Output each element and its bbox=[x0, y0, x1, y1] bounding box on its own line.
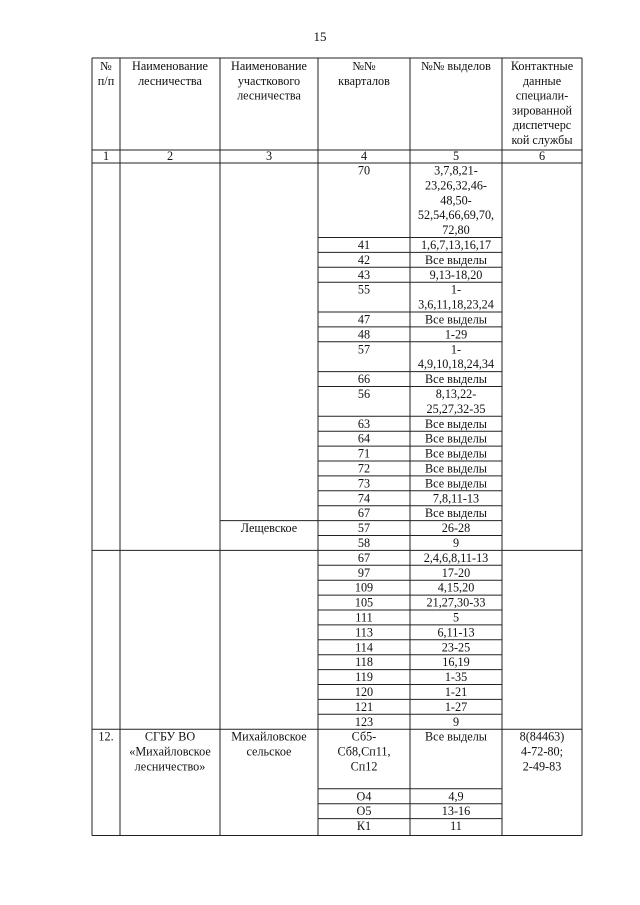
allotment-value: Все выделы bbox=[425, 372, 487, 387]
header-cell-text: №№ bbox=[352, 59, 376, 73]
quarter-number: 120 bbox=[354, 685, 374, 699]
allotment-value: 52,54,66,69,70, bbox=[417, 208, 495, 223]
column-number: 4 bbox=[360, 149, 368, 163]
allotment-value: 21,27,30-33 bbox=[426, 595, 486, 610]
quarter-number: 111 bbox=[355, 610, 373, 625]
allotment-value: 4,9,10,18,24,34 bbox=[417, 357, 495, 372]
quarter-number: 70 bbox=[357, 163, 371, 178]
quarter-number: 113 bbox=[355, 625, 373, 640]
quarter-number: Сб5- bbox=[351, 729, 377, 744]
district-name: Михайловское bbox=[231, 729, 307, 744]
quarter-number: 123 bbox=[354, 714, 374, 729]
allotment-value: Все выделы bbox=[425, 446, 487, 461]
quarter-number: 56 bbox=[357, 387, 371, 401]
allotment-value: 4,15,20 bbox=[437, 580, 475, 595]
allotment-value: 23-25 bbox=[441, 640, 471, 655]
quarter-number: 71 bbox=[357, 446, 371, 461]
forestry-name: лесничество» bbox=[134, 759, 206, 774]
allotment-value: Все выделы bbox=[425, 252, 487, 267]
allotment-value: 25,27,32-35 bbox=[426, 401, 486, 416]
district-name: Лещевское bbox=[240, 521, 298, 536]
quarter-number: 64 bbox=[357, 431, 371, 446]
column-number: 1 bbox=[102, 149, 110, 163]
contact-phone: 8(84463) bbox=[519, 729, 565, 744]
quarter-number: 43 bbox=[357, 267, 371, 282]
quarter-number: 119 bbox=[355, 670, 373, 685]
allotment-value: 11 bbox=[450, 819, 462, 834]
quarter-number: Сп12 bbox=[350, 759, 378, 774]
allotment-value: 3,6,11,18,23,24 bbox=[418, 297, 494, 312]
forestry-name: СГБУ ВО bbox=[144, 729, 196, 744]
allotment-value: 7,8,11-13 bbox=[432, 491, 480, 506]
allotment-value: 4,9 bbox=[448, 789, 464, 804]
entry-number: 12. bbox=[98, 729, 114, 744]
header-cell-text: лесничества bbox=[237, 88, 301, 103]
quarter-number: Сб8,Сп11, bbox=[337, 744, 391, 759]
quarter-number: 66 bbox=[357, 372, 371, 387]
quarter-number: 114 bbox=[355, 640, 373, 655]
quarter-number: 118 bbox=[355, 655, 373, 670]
allotment-value: 1-35 bbox=[444, 670, 468, 685]
quarter-number: 97 bbox=[357, 565, 371, 580]
allotment-value: 17-20 bbox=[441, 565, 471, 580]
header-cell-text: Наименование bbox=[132, 59, 208, 73]
allotment-value: Все выделы bbox=[425, 431, 487, 446]
allotment-value: 5 bbox=[452, 610, 460, 625]
allotment-value: Все выделы bbox=[425, 416, 487, 431]
quarter-number: 41 bbox=[357, 238, 371, 252]
allotment-value: 16,19 bbox=[442, 655, 470, 670]
allotment-value: 1-29 bbox=[444, 327, 468, 342]
quarter-number: О5 bbox=[356, 804, 372, 819]
column-number: 2 bbox=[166, 149, 174, 163]
quarter-number: 109 bbox=[354, 580, 374, 595]
quarter-number: 63 bbox=[357, 416, 371, 431]
column-number: 3 bbox=[265, 149, 273, 163]
header-cell-text: п/п bbox=[97, 73, 115, 88]
header-cell-text: лесничества bbox=[138, 73, 202, 88]
header-cell-text: №№ выделов bbox=[421, 59, 491, 73]
allotment-value: Все выделы bbox=[425, 461, 487, 476]
allotment-value: 23,26,32,46- bbox=[425, 178, 487, 193]
forestry-name: «Михайловское bbox=[129, 744, 211, 759]
district-name: сельское bbox=[246, 744, 292, 759]
quarter-number: 72 bbox=[357, 461, 371, 476]
header-cell-text: участкового bbox=[237, 73, 301, 88]
allotment-value: 9,13-18,20 bbox=[429, 267, 483, 282]
page-number: 15 bbox=[313, 29, 327, 44]
quarter-number: 74 bbox=[357, 491, 371, 506]
allotment-value: Все выделы bbox=[425, 312, 487, 327]
quarter-number: 55 bbox=[357, 282, 371, 297]
quarter-number: 57 bbox=[357, 342, 371, 357]
allotment-value: 1-27 bbox=[444, 699, 468, 714]
quarter-number: 57 bbox=[357, 521, 371, 536]
quarter-number: 47 bbox=[357, 312, 371, 327]
header-cell-text: № bbox=[100, 59, 112, 73]
header-cell-text: зированной bbox=[511, 103, 573, 118]
quarter-number: 58 bbox=[357, 536, 371, 550]
quarter-number: 105 bbox=[354, 595, 374, 610]
column-number: 6 bbox=[538, 149, 546, 163]
header-cell-text: специали- bbox=[515, 88, 569, 103]
header-cell-text: данные bbox=[522, 73, 562, 88]
allotment-value: 2,4,6,8,11-13 bbox=[423, 550, 489, 565]
allotment-value: 1- bbox=[450, 342, 462, 357]
allotment-value: 13-16 bbox=[441, 804, 471, 819]
allotment-value: 6,11-13 bbox=[437, 625, 475, 640]
quarter-number: 42 bbox=[357, 252, 371, 267]
header-cell-text: кварталов bbox=[338, 73, 390, 88]
quarter-number: 121 bbox=[354, 699, 374, 714]
allotment-value: Все выделы bbox=[425, 506, 487, 521]
quarter-number: 48 bbox=[357, 327, 371, 342]
allotment-value: 9 bbox=[452, 536, 460, 550]
header-cell-text: Наименование bbox=[231, 59, 307, 73]
allotment-value: 1-21 bbox=[444, 685, 468, 699]
allotment-value: 72,80 bbox=[442, 223, 470, 238]
allotment-value: Все выделы bbox=[425, 476, 487, 491]
allotment-value: 9 bbox=[452, 714, 460, 729]
contact-phone: 2-49-83 bbox=[522, 759, 562, 774]
quarter-number: О4 bbox=[356, 789, 372, 804]
allotment-value: 48,50- bbox=[440, 193, 472, 208]
contact-phone: 4-72-80; bbox=[521, 744, 563, 759]
quarter-number: 73 bbox=[357, 476, 371, 491]
quarter-number: К1 bbox=[356, 819, 372, 834]
allotment-value: 1,6,7,13,16,17 bbox=[420, 238, 492, 252]
allotment-value: 26-28 bbox=[441, 521, 471, 536]
header-cell-text: кой службы bbox=[511, 133, 573, 147]
allotment-value: 3,7,8,21- bbox=[434, 163, 478, 178]
header-cell-text: Контактные bbox=[510, 59, 574, 73]
allotment-value: 1- bbox=[450, 282, 462, 297]
allotment-value: Все выделы bbox=[425, 729, 487, 744]
quarter-number: 67 bbox=[357, 550, 371, 565]
column-number: 5 bbox=[452, 149, 460, 163]
header-cell-text: диспетчерс bbox=[512, 118, 572, 133]
allotment-value: 8,13,22- bbox=[435, 387, 477, 401]
quarter-number: 67 bbox=[357, 506, 371, 521]
